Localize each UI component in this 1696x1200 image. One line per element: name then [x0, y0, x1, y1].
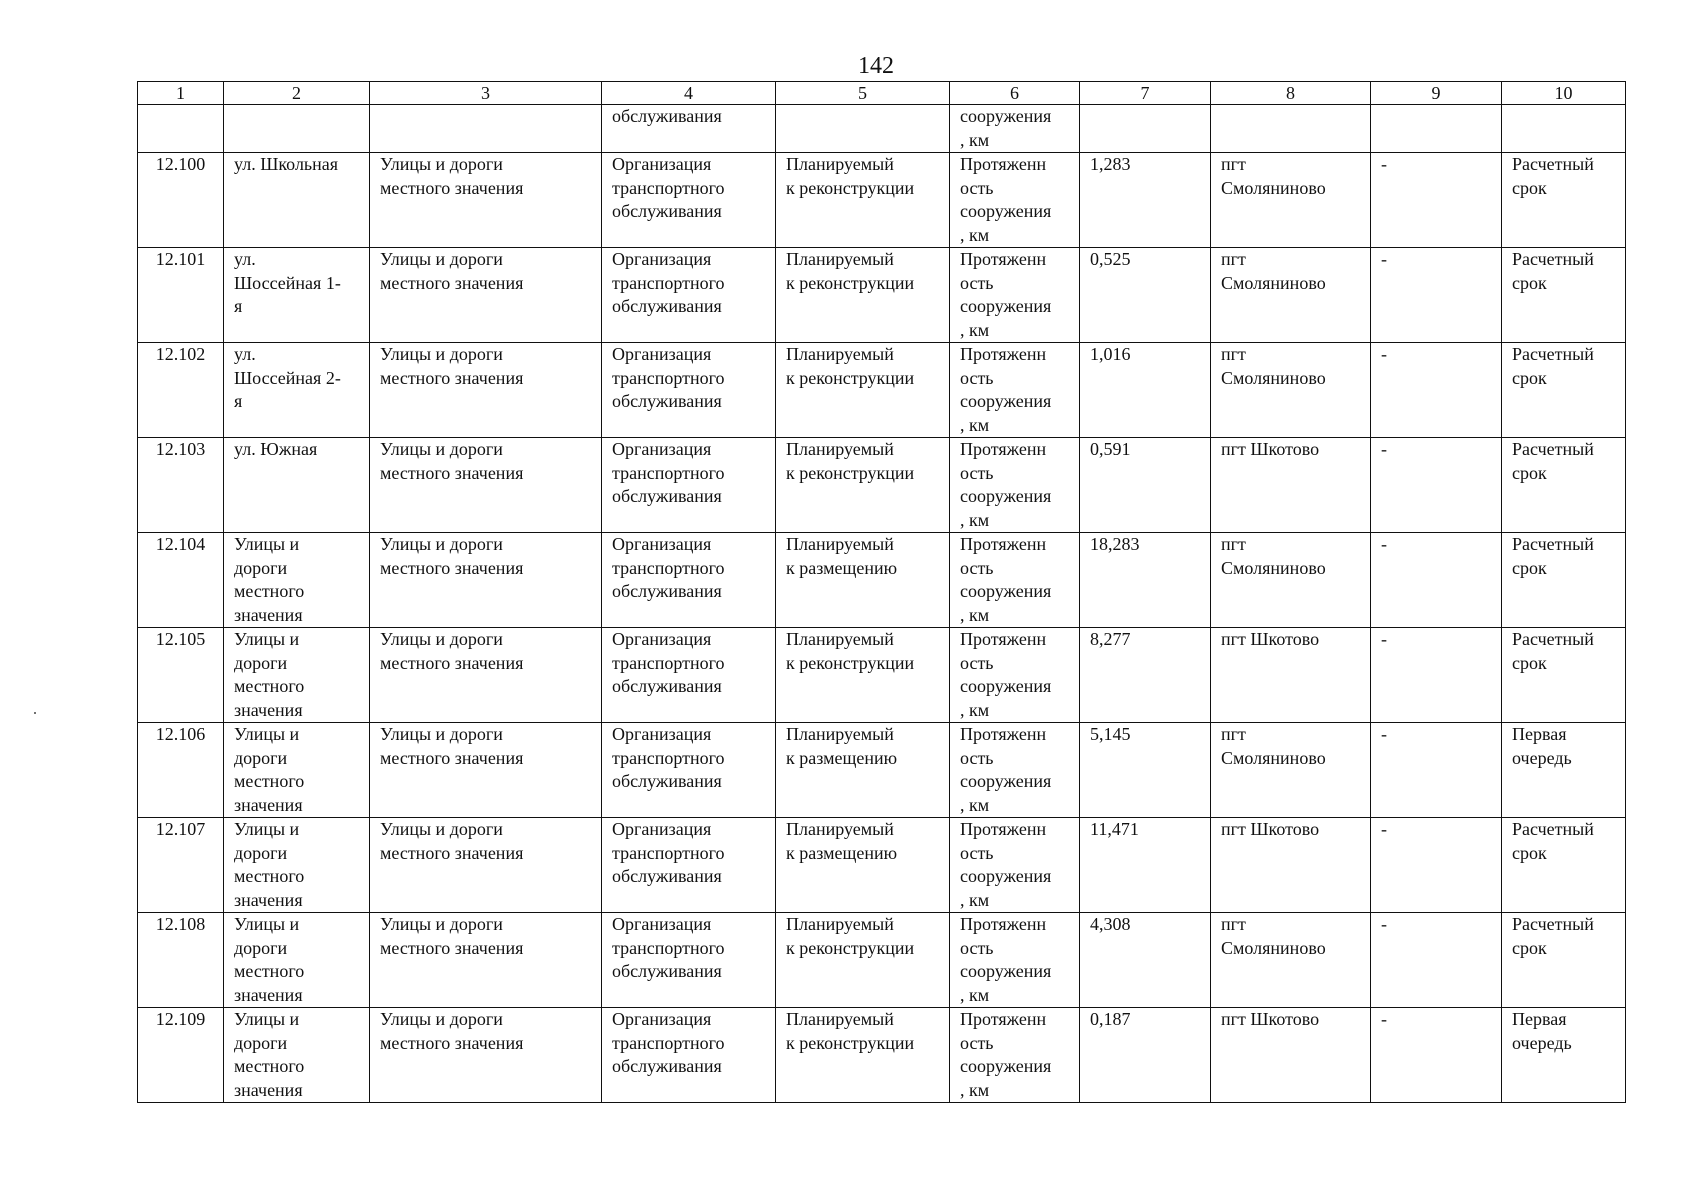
column-header: 3: [370, 82, 602, 105]
cell-status: Планируемый к реконструкции: [776, 913, 950, 1008]
cell-object-name: Улицы и дороги местного значения: [224, 1008, 370, 1103]
cell-value: 5,145: [1080, 723, 1211, 818]
column-header: 9: [1371, 82, 1502, 105]
cell-object-type: Улицы и дороги местного значения: [370, 248, 602, 343]
cell-status: [776, 105, 950, 153]
table-body: [138, 105, 1626, 1103]
cell-object-type: [370, 105, 602, 153]
cell-location: пгт Смоляниново: [1211, 248, 1371, 343]
cell-term: Первая очередь: [1502, 1008, 1626, 1103]
cell-zone: -: [1371, 343, 1502, 438]
cell-zone: -: [1371, 723, 1502, 818]
cell-status: Планируемый к реконструкции: [776, 248, 950, 343]
cell-value: [1080, 105, 1211, 153]
cell-term: Расчетный срок: [1502, 533, 1626, 628]
column-header: 10: [1502, 82, 1626, 105]
cell-value: 8,277: [1080, 628, 1211, 723]
cell-purpose: Организация транспортного обслуживания: [602, 818, 776, 913]
cell-number: 12.105: [138, 628, 224, 723]
cell-term: [1502, 105, 1626, 153]
table-row: [138, 343, 1626, 438]
table-row: [138, 438, 1626, 533]
cell-value: 0,525: [1080, 248, 1211, 343]
cell-status: Планируемый к реконструкции: [776, 343, 950, 438]
table-row: [138, 723, 1626, 818]
cell-term: Расчетный срок: [1502, 248, 1626, 343]
cell-characteristic: Протяженн ость сооружения , км: [950, 438, 1080, 533]
cell-zone: -: [1371, 533, 1502, 628]
cell-value: 4,308: [1080, 913, 1211, 1008]
cell-location: пгт Шкотово: [1211, 438, 1371, 533]
cell-characteristic: Протяженн ость сооружения , км: [950, 153, 1080, 248]
cell-location: пгт Шкотово: [1211, 1008, 1371, 1103]
cell-number: [138, 105, 224, 153]
column-header: 2: [224, 82, 370, 105]
cell-object-name: ул. Шоссейная 2- я: [224, 343, 370, 438]
cell-number: 12.101: [138, 248, 224, 343]
cell-object-name: Улицы и дороги местного значения: [224, 913, 370, 1008]
cell-term: Первая очередь: [1502, 723, 1626, 818]
scan-speck: [34, 712, 36, 714]
cell-location: пгт Смоляниново: [1211, 533, 1371, 628]
table-row: [138, 533, 1626, 628]
table-header: [138, 82, 1626, 105]
cell-purpose: Организация транспортного обслуживания: [602, 723, 776, 818]
cell-purpose: Организация транспортного обслуживания: [602, 913, 776, 1008]
table-row: [138, 818, 1626, 913]
cell-location: пгт Смоляниново: [1211, 343, 1371, 438]
cell-number: 12.107: [138, 818, 224, 913]
cell-characteristic: Протяженн ость сооружения , км: [950, 248, 1080, 343]
cell-characteristic: сооружения , км: [950, 105, 1080, 153]
cell-zone: -: [1371, 153, 1502, 248]
cell-number: 12.102: [138, 343, 224, 438]
column-header: 4: [602, 82, 776, 105]
cell-object-type: Улицы и дороги местного значения: [370, 628, 602, 723]
cell-zone: -: [1371, 1008, 1502, 1103]
cell-object-name: ул. Южная: [224, 438, 370, 533]
cell-purpose: Организация транспортного обслуживания: [602, 343, 776, 438]
column-header: 1: [138, 82, 224, 105]
cell-value: 1,016: [1080, 343, 1211, 438]
cell-location: пгт Смоляниново: [1211, 723, 1371, 818]
cell-zone: -: [1371, 818, 1502, 913]
cell-purpose: Организация транспортного обслуживания: [602, 1008, 776, 1103]
cell-object-name: ул. Шоссейная 1- я: [224, 248, 370, 343]
cell-zone: -: [1371, 913, 1502, 1008]
cell-status: Планируемый к размещению: [776, 818, 950, 913]
cell-characteristic: Протяженн ость сооружения , км: [950, 533, 1080, 628]
cell-object-type: Улицы и дороги местного значения: [370, 723, 602, 818]
cell-characteristic: Протяженн ость сооружения , км: [950, 1008, 1080, 1103]
column-header: 8: [1211, 82, 1371, 105]
table-row: [138, 153, 1626, 248]
cell-characteristic: Протяженн ость сооружения , км: [950, 628, 1080, 723]
cell-number: 12.108: [138, 913, 224, 1008]
cell-location: пгт Шкотово: [1211, 628, 1371, 723]
cell-number: 12.100: [138, 153, 224, 248]
table-row: [138, 248, 1626, 343]
cell-term: Расчетный срок: [1502, 913, 1626, 1008]
page-number: 142: [858, 53, 894, 79]
cell-status: Планируемый к реконструкции: [776, 628, 950, 723]
cell-location: пгт Смоляниново: [1211, 153, 1371, 248]
cell-number: 12.103: [138, 438, 224, 533]
cell-value: 0,187: [1080, 1008, 1211, 1103]
cell-status: Планируемый к реконструкции: [776, 1008, 950, 1103]
cell-object-type: Улицы и дороги местного значения: [370, 438, 602, 533]
cell-purpose: Организация транспортного обслуживания: [602, 438, 776, 533]
column-header: 7: [1080, 82, 1211, 105]
column-header: 6: [950, 82, 1080, 105]
table-row: [138, 1008, 1626, 1103]
cell-object-name: Улицы и дороги местного значения: [224, 533, 370, 628]
cell-term: Расчетный срок: [1502, 438, 1626, 533]
cell-term: Расчетный срок: [1502, 818, 1626, 913]
cell-number: 12.106: [138, 723, 224, 818]
cell-term: Расчетный срок: [1502, 628, 1626, 723]
cell-object-type: Улицы и дороги местного значения: [370, 153, 602, 248]
cell-characteristic: Протяженн ость сооружения , км: [950, 913, 1080, 1008]
cell-characteristic: Протяженн ость сооружения , км: [950, 343, 1080, 438]
table-row: [138, 105, 1626, 153]
cell-value: 11,471: [1080, 818, 1211, 913]
cell-object-name: Улицы и дороги местного значения: [224, 818, 370, 913]
cell-term: Расчетный срок: [1502, 343, 1626, 438]
column-header: 5: [776, 82, 950, 105]
cell-value: 1,283: [1080, 153, 1211, 248]
cell-zone: -: [1371, 248, 1502, 343]
cell-object-name: ул. Школьная: [224, 153, 370, 248]
cell-object-type: Улицы и дороги местного значения: [370, 533, 602, 628]
cell-purpose: Организация транспортного обслуживания: [602, 533, 776, 628]
table-row: [138, 913, 1626, 1008]
cell-number: 12.109: [138, 1008, 224, 1103]
objects-table: [137, 81, 1626, 1103]
cell-location: пгт Шкотово: [1211, 818, 1371, 913]
table-row: [138, 628, 1626, 723]
cell-value: 0,591: [1080, 438, 1211, 533]
cell-location: [1211, 105, 1371, 153]
cell-number: 12.104: [138, 533, 224, 628]
cell-characteristic: Протяженн ость сооружения , км: [950, 723, 1080, 818]
cell-zone: [1371, 105, 1502, 153]
cell-characteristic: Протяженн ость сооружения , км: [950, 818, 1080, 913]
cell-object-name: Улицы и дороги местного значения: [224, 628, 370, 723]
cell-object-type: Улицы и дороги местного значения: [370, 1008, 602, 1103]
cell-purpose: Организация транспортного обслуживания: [602, 248, 776, 343]
cell-object-name: [224, 105, 370, 153]
cell-location: пгт Смоляниново: [1211, 913, 1371, 1008]
cell-object-name: Улицы и дороги местного значения: [224, 723, 370, 818]
cell-status: Планируемый к размещению: [776, 533, 950, 628]
cell-term: Расчетный срок: [1502, 153, 1626, 248]
cell-status: Планируемый к размещению: [776, 723, 950, 818]
cell-object-type: Улицы и дороги местного значения: [370, 913, 602, 1008]
cell-status: Планируемый к реконструкции: [776, 153, 950, 248]
column-number-row: [138, 82, 1626, 105]
cell-status: Планируемый к реконструкции: [776, 438, 950, 533]
cell-purpose: Организация транспортного обслуживания: [602, 628, 776, 723]
cell-zone: -: [1371, 628, 1502, 723]
cell-value: 18,283: [1080, 533, 1211, 628]
cell-purpose: обслуживания: [602, 105, 776, 153]
cell-object-type: Улицы и дороги местного значения: [370, 343, 602, 438]
cell-object-type: Улицы и дороги местного значения: [370, 818, 602, 913]
cell-zone: -: [1371, 438, 1502, 533]
cell-purpose: Организация транспортного обслуживания: [602, 153, 776, 248]
